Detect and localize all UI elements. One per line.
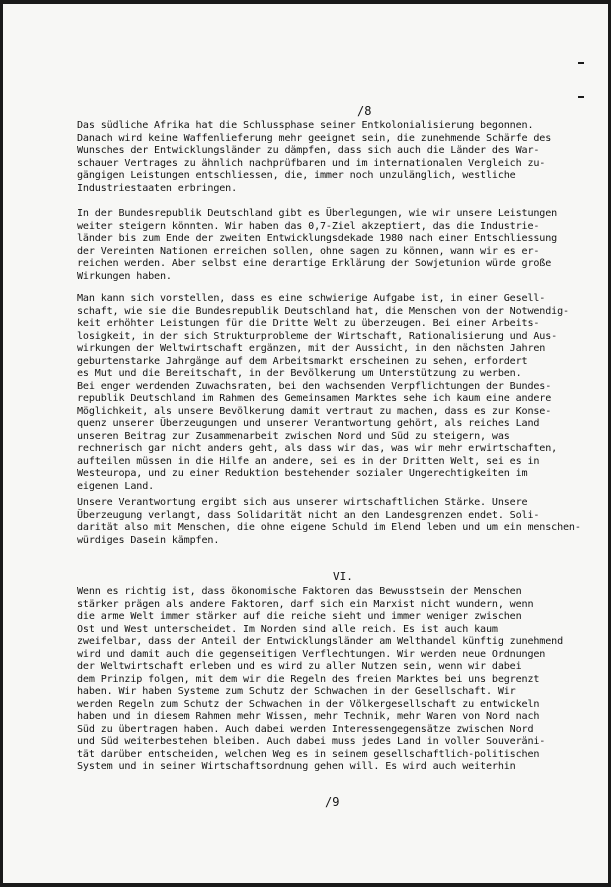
paragraph-1 [77, 120, 577, 195]
scan-border-top [3, 0, 611, 4]
text-line: Überzeugung verlangt, dass Solidarität nicht an den Landesgrenzen endet. Soli- [77, 509, 540, 521]
section-heading: VI. [333, 570, 353, 583]
text-line: tät darüber entscheiden, welchen Weg es in seinem gesellschaftlich-politischen [77, 748, 540, 760]
text-line: haben. Wir haben Systeme zum Schutz der Schwachen in der Gesellschaft. Wir [77, 686, 516, 697]
text-line: und Süd weiterbestehen bleiben. Auch dabei muss jedes Land in voller Souveräni- [77, 736, 546, 747]
punch-mark [578, 62, 584, 64]
text-line: Man kann sich vorstellen, dass es eine schwierige Aufgabe ist, in einer Gesell- [77, 293, 546, 304]
text-line: dem Prinzip folgen, mit dem wir die Regeln des freien Marktes bei uns begrenzt [77, 673, 540, 685]
text-line: gängigen Leistungen entschliessen, die, immer noch unzulänglich, westliche [77, 170, 516, 181]
text-line: Unsere Verantwortung ergibt sich aus unserer wirtschaftlichen Stärke. Unsere [77, 497, 528, 508]
text-line: Ost und West unterscheidet. Im Norden sind alle reich. Es ist auch kaum [77, 623, 498, 635]
text-line: schaft, wie sie die Bundesrepublik Deutschland hat, die Menschen von der Notwendig- [77, 305, 569, 317]
text-line: stärker prägen als andere Faktoren, darf sich ein Marxist nicht wundern, wenn [77, 598, 534, 610]
text-line: der Weltwirtschaft erleben und es wird zu aller Nutzen sein, wenn wir dabei [77, 661, 522, 672]
text-line: Westeuropa, und zu einer Reduktion bestehender sozialer Ungerechtigkeiten im [77, 468, 528, 479]
text-line: Danach wird keine Waffenlieferung mehr geeignet sein, die zunehmende Schärfe des [77, 132, 552, 144]
text-line: Bei enger werdenden Zuwachsraten, bei den wachsenden Verpflichtungen der Bundes- [77, 380, 552, 392]
text-line: schauer Vertrages zu ähnlich nachprüfbaren und im internationalen Vergleich zu- [77, 157, 546, 169]
text-line: wirkungen der Weltwirtschaft ergänzen, mit der Aussicht, in den nächsten Jahren [77, 343, 546, 354]
text-line: unseren Beitrag zur Zusammenarbeit zwischen Nord und Süd zu steigern, was [77, 430, 510, 442]
paragraph-4 [77, 497, 581, 547]
text-line: Industriestaaten erbringen. [77, 182, 238, 194]
text-line: die arme Welt immer stärker auf die reiche sieht und immer weniger zwischen [77, 611, 522, 622]
paragraph-2 [77, 208, 577, 283]
text-line: Wenn es richtig ist, dass ökonomische Faktoren das Bewusstsein der Menschen [77, 586, 522, 597]
text-line: republik Deutschland im Rahmen des Gemeinsamen Marktes sehe ich kaum eine andere [77, 393, 552, 404]
text-line: der Vereinten Nationen erreichen sollen, ohne sagen zu können, wann wir es er- [77, 245, 540, 257]
text-line: länder bis zum Ende der zweiten Entwicklungsdekade 1980 nach einer Entschliessung [77, 233, 558, 244]
text-line: System und in seiner Wirtschaftsordnung gehen will. Es wird auch weiterhin [77, 761, 516, 772]
text-line: es Mut und die Bereitschaft, in der Bevölkerung um Unterstützung zu werben. [77, 368, 522, 379]
text-line: eigenen Land. [77, 480, 155, 492]
text-line: Wirkungen haben. [77, 270, 172, 282]
text-line: werden Regeln zum Schutz der Schwachen in der Völkergesellschaft zu entwickeln [77, 698, 540, 710]
page-number-bottom: /9 [325, 795, 340, 809]
page-number-top: /8 [357, 104, 372, 118]
text-line: losigkeit, in der sich Strukturprobleme der Wirtschaft, Rationalisierung und Aus- [77, 330, 558, 342]
text-line: würdiges Dasein kämpfen. [77, 534, 220, 546]
text-line: Süd zu übertragen haben. Auch dabei werden Interessengegensätze zwischen Nord [77, 723, 534, 735]
text-line: keit erhöhter Leistungen für die Dritte Welt zu überzeugen. Bei einer Arbeits- [77, 318, 540, 329]
text-line: zweifelbar, dass der Anteil der Entwicklungsländer am Welthandel künftig zunehmend [77, 636, 564, 647]
text-line: aufteilen müssen in die Hilfe an andere, sei es in der Dritten Welt, sei es in [77, 455, 540, 467]
text-line: rechnerisch gar nicht anders geht, als dass wir das, was wir mehr erwirtschaften, [77, 443, 558, 454]
text-line: wird und damit auch die gegenseitigen Verflechtungen. Wir werden neue Ordnungen [77, 648, 546, 660]
text-line: reichen werden. Aber selbst eine derartige Erklärung der Sowjetunion würde große [77, 258, 552, 269]
punch-mark [578, 96, 584, 98]
text-line: Möglichkeit, als unsere Bevölkerung damit vertraut zu machen, dass es zur Konse- [77, 405, 552, 417]
text-line: weiter steigern könnten. Wir haben das 0,7-Ziel akzeptiert, das die Industrie- [77, 220, 540, 232]
text-line: darität also mit Menschen, die ohne eigene Schuld im Elend leben und um ein menschen- [77, 522, 581, 533]
text-line: haben und in diesem Rahmen mehr Wissen, mehr Technik, mehr Waren von Nord nach [77, 711, 540, 722]
text-line: Wunsches der Entwicklungsländer zu dämpfen, dass sich auch die Länder des War- [77, 145, 540, 156]
text-line: quenz unserer Überzeugungen und unserer Verantwortung gehört, als reiches Land [77, 418, 540, 429]
text-line: In der Bundesrepublik Deutschland gibt es Überlegungen, wie wir unsere Leistungen [77, 208, 558, 219]
text-line: geburtenstarke Jahrgänge auf dem Arbeitsmarkt erscheinen zu sehen, erfordert [77, 355, 528, 367]
scan-border-bottom [3, 883, 611, 887]
text-line: Das südliche Afrika hat die Schlussphase seiner Entkolonialisierung begonnen. [77, 120, 534, 131]
paragraph-3 [77, 293, 577, 493]
paragraph-5 [77, 586, 577, 774]
